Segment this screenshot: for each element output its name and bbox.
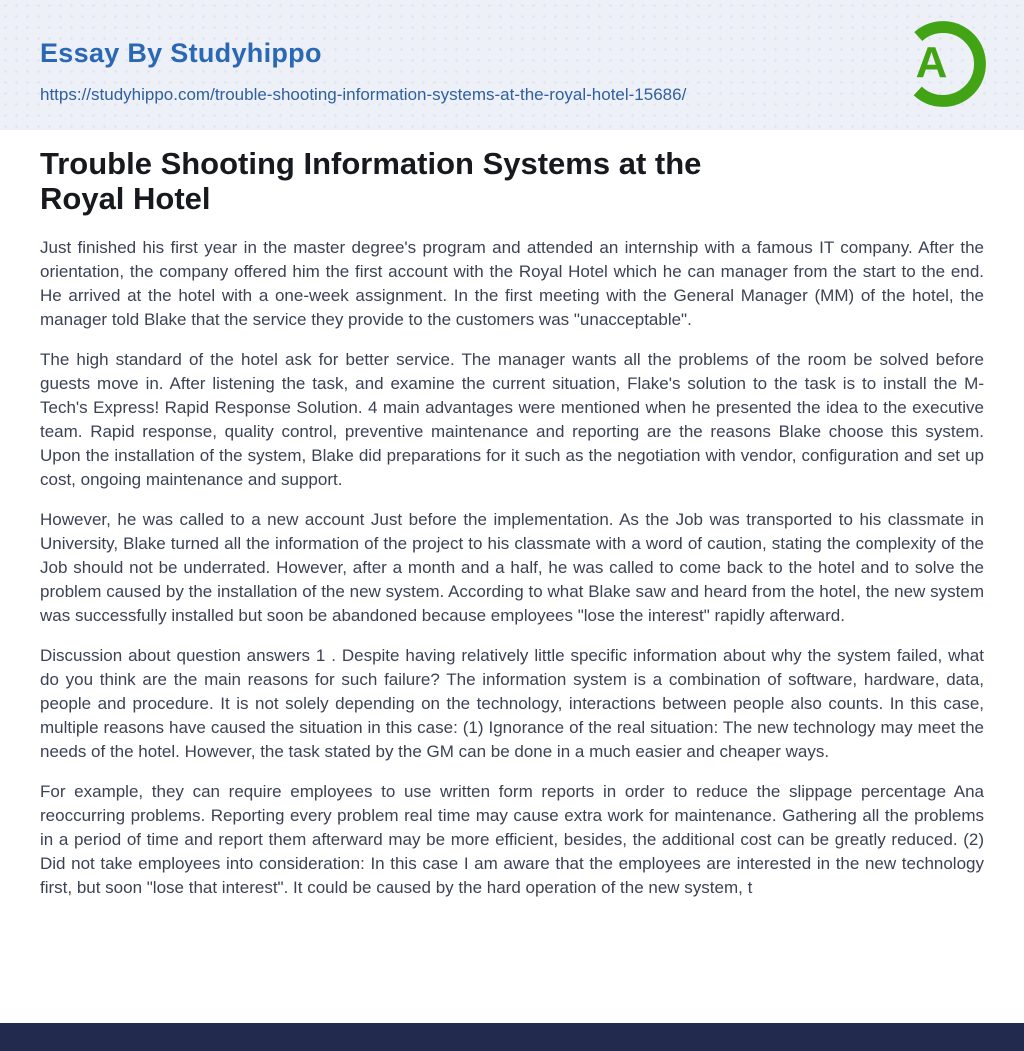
studyhippo-logo xyxy=(899,20,987,108)
essay-title-line: Trouble Shooting Information Systems at the xyxy=(40,146,702,181)
source-url-link[interactable]: https://studyhippo.com/trouble-shooting-information-systems-at-the-royal-hotel-15686/ xyxy=(40,85,687,104)
essay-paragraph: The high standard of the hotel ask for better service. The manager wants all the problems of the room be solved before guests move in. After listening the task, and examine the current situation, Flake's solution to the task is to install the M-Tech's Express! Rapid Response Solution. 4 main advantages were mentioned when he presented the idea to the executive team. Rapid response, quality control, preventive maintenance and reporting are the reasons Blake choose this system. Upon the installation of the system, Blake did preparations for it such as the negotiation with vendor, configuration and set up cost, ongoing maintenance and support. xyxy=(40,350,984,489)
page-header xyxy=(0,0,1024,130)
essay-paragraph: Discussion about question answers 1 . Despite having relatively little specific information about why the system failed, what do you think are the main reasons for such failure? The information system is a combination of software, hardware, data, people and procedure. It is not solely depending on the technology, interactions between people also counts. In this case, multiple reasons have caused the situation in this case: (1) Ignorance of the real situation: The new technology may meet the needs of the hotel. However, the task stated by the GM can be done in a much easier and cheaper ways. xyxy=(40,646,984,761)
essay-main xyxy=(0,146,1024,900)
essay-title-line: Royal Hotel xyxy=(40,181,211,216)
logo-arc-icon xyxy=(899,20,987,108)
essay-paragraph: For example, they can require employees to use written form reports in order to reduce the slippage percentage Ana reoccurring problems. Reporting every problem real time may cause extra work for maintenance. Gathering all the problems in a period of time and report them afterward may be more efficient, besides, the additional cost can be greatly reduced. (2) Did not take employees into consideration: In this case I am aware that the employees are interested in the new technology first, but soon "lose that interest". It could be caused by the hard operation of the new system, t xyxy=(40,782,984,897)
essay-paragraph: Just finished his first year in the master degree's program and attended an internship with a famous IT company. After the orientation, the company offered him the first account with the Royal Hotel which he can manager from the start to the end. He arrived at the hotel with a one-week assignment. In the first meeting with the General Manager (MM) of the hotel, the manager told Blake that the service they provide to the customers was "unacceptable". xyxy=(40,238,984,329)
logo-letter: A xyxy=(915,38,948,88)
essay-paragraph: However, he was called to a new account Just before the implementation. As the Job was transported to his classmate in University, Blake turned all the information of the project to his classmate with a word of caution, stating the complexity of the Job should not be underrated. However, after a month and a half, he was called to come back to the hotel and to solve the problem caused by the installation of the new system. According to what Blake saw and heard from the hotel, the new system was successfully installed but soon be abandoned because employees "lose the interest" rapidly afterward. xyxy=(40,510,984,625)
essay-title xyxy=(40,146,984,216)
essay-body xyxy=(40,236,984,900)
site-name: Essay By Studyhippo xyxy=(40,38,322,68)
footer-bar xyxy=(0,1023,1024,1051)
